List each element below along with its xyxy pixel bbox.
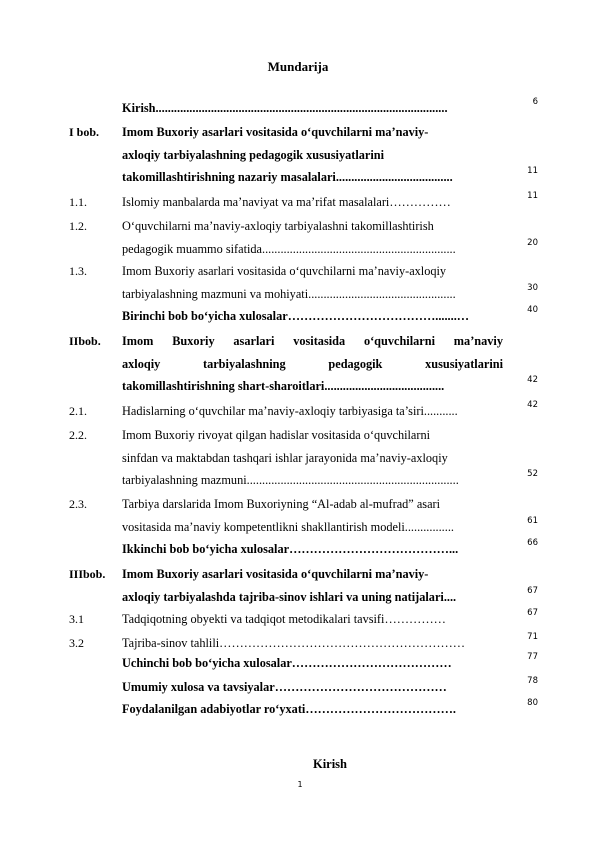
toc-page-number: 42 [527, 400, 538, 410]
toc-entry-number: 3.2 [69, 636, 84, 650]
toc-entry-number: 2.1. [69, 404, 87, 418]
toc-entry-line: Imom Buxoriy asarlari vositasida o‘quvchilarni ma’naviy-axloqiy [122, 264, 447, 278]
toc-entry-line: tarbiyalashning mazmuni va mohiyati................................................ [122, 286, 456, 301]
toc-entry-line: Imom Buxoriy asarlari vositasida o‘quvchilarni ma’naviy [122, 334, 503, 348]
toc-entry-number: IIIbob. [69, 567, 106, 581]
toc-entry-line: axloqiy tarbiyalashda tajriba-sinov ishlari va uning natijalari.... [122, 589, 457, 604]
toc-entry-line: Tadqiqotning obyekti va tadqiqot metodikalari tavsifi…………… [122, 612, 446, 626]
toc-entry-number: 2.2. [69, 428, 87, 442]
toc-page-number: 67 [527, 585, 538, 596]
toc-page-number: 42 [527, 375, 538, 385]
toc-entry-line: Umumiy xulosa va tavsiyalar…………………………………… [122, 680, 447, 694]
toc-entry-line: Islomiy manbalarda ma’naviyat va ma’rifat masalalari…………… [122, 195, 451, 209]
toc-page-number: 6 [532, 97, 538, 107]
toc-page-number: 78 [527, 676, 538, 686]
page-title: Mundarija [267, 59, 329, 74]
toc-entry-line: axloqiy tarbiyalashning pedagogik xususiyatlarini [122, 147, 385, 162]
toc-entry-line: Hadislarning o‘quvchilar ma’naviy-axloqiy tarbiyasiga ta’siri........... [122, 404, 458, 418]
toc-entry-line: Birinchi bob bo‘yicha xulosalar……………………………….......… [122, 309, 470, 323]
toc-page-number: 11 [527, 191, 538, 201]
toc-entry-line: Tarbiya darslarida Imom Buxoriyning “Al-adab al-mufrad” asari [122, 497, 441, 511]
toc-entry-line: Ikkinchi bob bo‘yicha xulosalar…………………………………... [122, 542, 459, 556]
toc-entry-line: Uchinchi bob bo‘yicha xulosalar………………………………… [122, 656, 452, 670]
toc-entry-line: Kirish............................................................................................... [122, 101, 448, 115]
toc-entry-line: Imom Buxoriy asarlari vositasida o‘quvchilarni ma’naviy- [122, 125, 429, 139]
toc-page-number: 66 [527, 538, 538, 548]
toc-entry-number: 1.3. [69, 264, 87, 278]
toc-page-number: 20 [527, 237, 538, 248]
toc-entry-line: vositasida ma’naviy kompetentlikni shakllantirish modeli................ [122, 519, 454, 534]
toc-page-number: 61 [527, 515, 538, 526]
toc-entry-number: I bob. [69, 125, 100, 139]
toc-entry-number: 3.1 [69, 612, 84, 626]
toc-entry-number: 1.1. [69, 195, 87, 209]
toc-entry-line: Imom Buxoriy asarlari vositasida o‘quvchilarni ma’naviy- [122, 567, 429, 581]
toc-page-number: 30 [527, 282, 538, 293]
toc-page-number: 40 [527, 305, 538, 315]
page-number: 1 [297, 780, 303, 789]
toc-page-number: 71 [527, 632, 538, 642]
toc-entry-line: takomillashtirishning shart-sharoitlari....................................... [122, 379, 445, 393]
toc-entry-line: axloqiy tarbiyalashning pedagogik xususiyatlarini [122, 356, 503, 371]
toc-entry-line: Foydalanilgan adabiyotlar ro‘yxati………………………………. [122, 702, 456, 716]
toc-entry-line: Imom Buxoriy rivoyat qilgan hadislar vositasida o‘quvchilarni [122, 428, 431, 442]
toc-entry-line: Tajriba-sinov tahlili…………………………………………………… [122, 636, 466, 650]
toc-page-number: 80 [527, 698, 538, 708]
toc-entry-line: pedagogik muammo sifatida............................................................... [122, 241, 456, 256]
toc-entry-line: sinfdan va maktabdan tashqari ishlar jarayonida ma’naviy-axloqiy [122, 450, 448, 465]
toc-page-number: 52 [527, 469, 538, 479]
toc-entry-line: O‘quvchilarni ma’naviy-axloqiy tarbiyalashni takomillashtirish [122, 219, 434, 233]
toc-entry-number: 1.2. [69, 219, 87, 233]
toc-page-number: 11 [527, 166, 538, 176]
toc-entry-number: 2.3. [69, 497, 87, 511]
toc-page-number: 67 [527, 608, 538, 618]
toc-entry-number: IIbob. [69, 334, 101, 348]
toc-page-number: 77 [527, 652, 538, 662]
section-heading-kirish: Kirish [312, 757, 348, 771]
toc-entry-line: tarbiyalashning mazmuni..................................................................... [122, 473, 459, 487]
toc-entry-line: takomillashtirishning nazariy masalalari...................................... [122, 170, 453, 184]
